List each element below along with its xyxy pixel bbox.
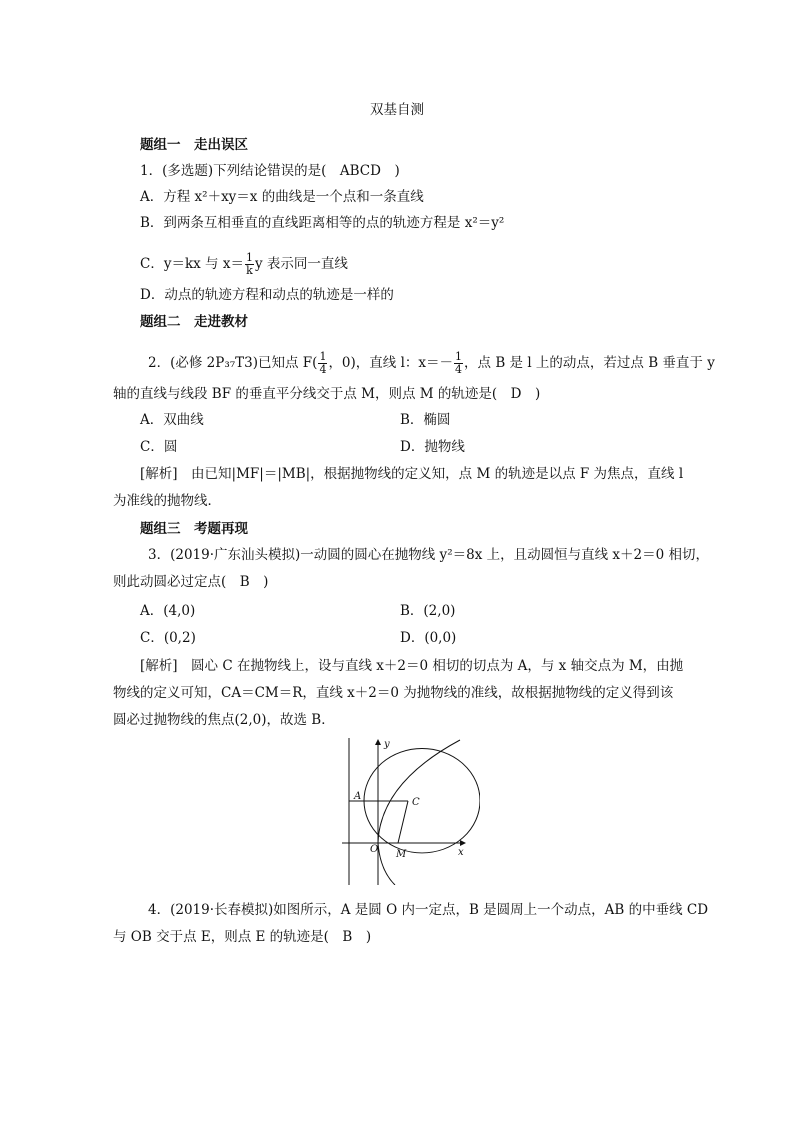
parabola-circle-figure — [340, 735, 480, 885]
group3-heading: 题组三 考题再现 — [140, 521, 248, 537]
q3-analysis-line1: [解析] 圆心 C 在抛物线上，设与直线 x＋2＝0 相切的切点为 A，与 x 轴交点为 M，由抛 — [140, 658, 684, 674]
q2-option-d: D．抛物线 — [400, 439, 465, 455]
parabola-curve — [378, 740, 460, 885]
label-o: O — [370, 844, 379, 855]
q2-analysis-line2: 为准线的抛物线． — [113, 493, 221, 509]
q2-option-c: C．圆 — [140, 439, 178, 455]
q3-line1: 3．(2019·广东汕头模拟)一动圆的圆心在抛物线 y²＝8x 上，且动圆恒与直线 x＋2＝0 相切， — [148, 547, 709, 563]
q2-analysis-line1: [解析] 由已知|MF|＝|MB|，根据抛物线的定义知，点 M 的轨迹是以点 F 为焦点，直线 l — [140, 466, 684, 482]
q1-option-b: B．到两条互相垂直的直线距离相等的点的轨迹方程是 x²＝y² — [140, 215, 505, 231]
label-m: M — [396, 849, 407, 860]
group1-heading: 题组一 走出误区 — [140, 137, 248, 153]
label-c: C — [412, 797, 420, 808]
q3-option-c: C．(0,2) — [140, 630, 196, 646]
q3-option-d: D．(0,0) — [400, 630, 457, 646]
label-a: A — [354, 791, 362, 802]
q2-option-a: A．双曲线 — [140, 412, 204, 428]
fraction: $\frac{1}{k}$ — [245, 251, 253, 277]
q1-option-c: C．y＝kx 与 x＝ $\frac{1}{k}$ y 表示同一直线 — [140, 251, 348, 277]
x-axis-arrow — [460, 840, 466, 846]
q3-line2: 则此动圆必过定点( B ) — [113, 574, 269, 590]
q4-line1: 4．(2019·长春模拟)如图所示，A 是圆 O 内一定点，B 是圆周上一个动点，AB 的中垂线 CD — [148, 902, 709, 918]
q3-option-a: A．(4,0) — [140, 603, 196, 619]
q1-option-d: D．动点的轨迹方程和动点的轨迹是一样的 — [140, 287, 394, 303]
q3-option-b: B．(2,0) — [400, 603, 456, 619]
q3-analysis-line3: 圆必过抛物线的焦点(2,0)，故选 B． — [113, 712, 335, 728]
group2-heading: 题组二 走进教材 — [140, 314, 248, 330]
y-axis-arrow — [375, 739, 381, 745]
q3-analysis-line2: 物线的定义可知，CA＝CM＝R，直线 x＋2＝0 为抛物线的准线，故根据抛物线的定义得到该 — [113, 685, 674, 701]
q2-line1: 2．(必修 2P₃₇T3)已知点 F( $\frac{1}{4}$ ，0)，直线 l：x＝－ $\frac{1}{4}$ ，点 B 是 l 上的动点，若过点 B 垂直于 y — [148, 350, 715, 376]
page-title: 双基自测 — [370, 102, 424, 118]
label-x: x — [458, 847, 464, 858]
q1-option-a: A．方程 x²＋xy＝x 的曲线是一个点和一条直线 — [140, 189, 424, 205]
q4-line2: 与 OB 交于点 E，则点 E 的轨迹是( B ) — [113, 929, 372, 945]
label-y: y — [384, 739, 390, 750]
segment-cm — [398, 801, 408, 843]
q2-line2: 轴的直线与线段 BF 的垂直平分线交于点 M，则点 M 的轨迹是( D ) — [113, 386, 541, 402]
q1-stem: 1．(多选题)下列结论错误的是( ABCD ) — [140, 163, 400, 179]
q2-option-b: B．椭圆 — [400, 412, 451, 428]
